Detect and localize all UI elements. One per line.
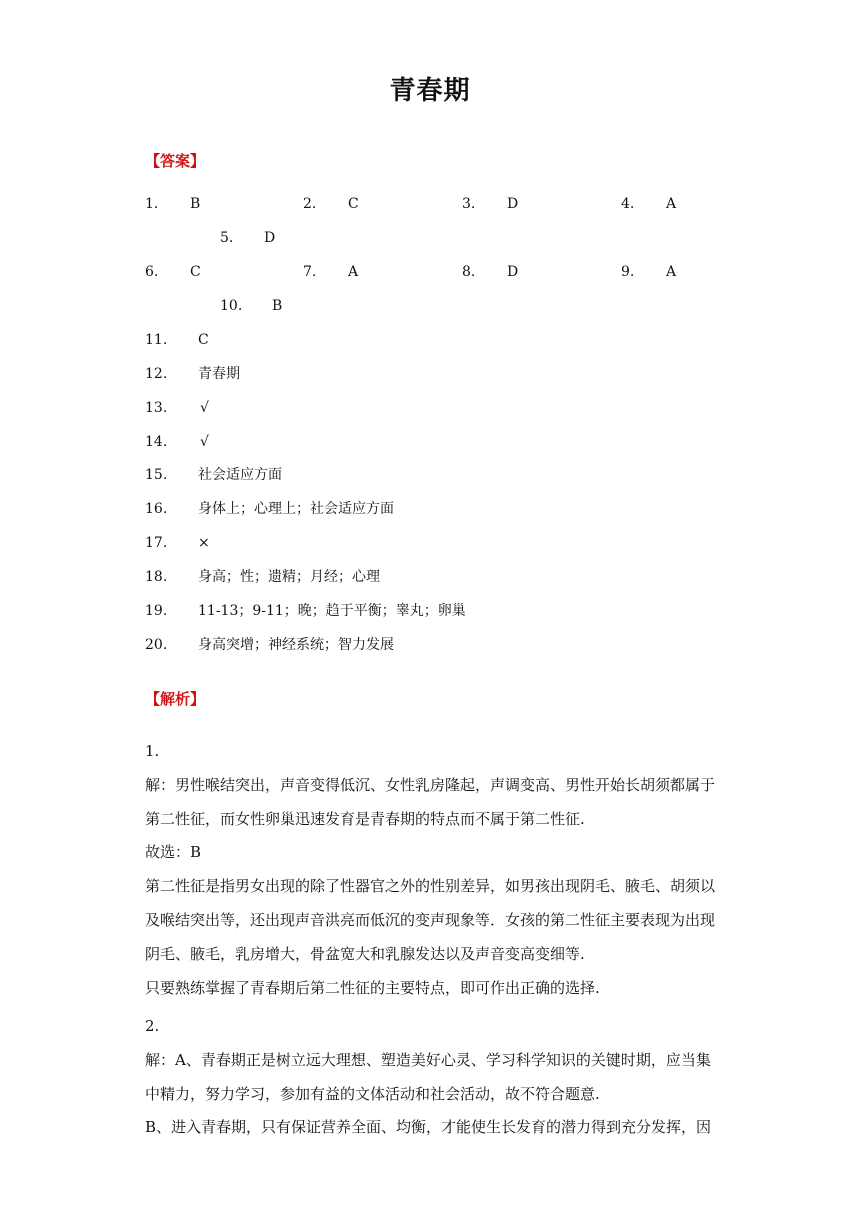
analysis-q2 [145,1010,725,1145]
answer-number: 1. [145,196,159,212]
answer-number: 14. [145,434,168,450]
answer-number: 12. [145,366,168,382]
analysis-line: 解：A、青春期正是树立远大理想、塑造美好心灵、学习科学知识的关键时期，应当集 [145,1050,711,1069]
answer-value: 身高突增；神经系统；智力发展 [198,637,394,653]
analysis-question-number: 1. [145,742,160,760]
answer-number: 15. [145,467,168,483]
answer-number: 18. [145,569,168,585]
analysis-question-number: 2. [145,1017,160,1035]
analysis-line: 及喉结突出等，还出现声音洪亮而低沉的变声现象等．女孩的第二性征主要表现为出现 [145,910,716,929]
answer-number: 4. [621,196,635,212]
answer-value: √ [200,434,209,450]
page-title: 青春期 [389,76,471,106]
analysis-line: 中精力，努力学习，参加有益的文体活动和社会活动，故不符合题意. [145,1084,600,1103]
answer-value: C [190,264,201,280]
answer-value: D [507,196,519,212]
answer-number: 3. [462,196,476,212]
answer-value: 社会适应方面 [198,467,282,483]
answer-value: A [348,264,359,280]
answer-value: 身高；性；遗精；月经；心理 [198,569,380,585]
analysis-line: 只要熟练掌握了青春期后第二性征的主要特点，即可作出正确的选择. [145,978,600,997]
answer-value: 身体上；心理上；社会适应方面 [198,501,394,517]
analysis-line: 故选：B [145,843,202,862]
analysis-line: B、进入青春期，只有保证营养全面、均衡，才能使生长发育的潜力得到充分发挥，因 [145,1118,712,1137]
answer-number: 5. [220,230,234,246]
answer-number: 13. [145,400,168,416]
answer-value: × [198,535,210,551]
analysis-line: 解：男性喉结突出，声音变得低沉、女性乳房隆起，声调变高、男性开始长胡须都属于 [145,775,716,794]
answer-number: 10. [220,298,243,314]
answer-number: 7. [303,264,317,280]
answer-number: 16. [145,501,168,517]
analysis-line: 第二性征，而女性卵巢迅速发育是青春期的特点而不属于第二性征. [145,809,585,828]
answer-value: 青春期 [198,366,240,382]
answer-value: B [190,196,201,212]
answer-number: 2. [303,196,317,212]
analysis-line: 第二性征是指男女出现的除了性器官之外的性别差异，如男孩出现阴毛、腋毛、胡须以 [145,877,716,896]
answer-value: √ [200,400,209,416]
answer-heading: 【答案】 [145,152,206,170]
analysis-line: 阴毛、腋毛，乳房增大，骨盆宽大和乳腺发达以及声音变高变细等. [145,944,585,963]
answer-value: 11-13；9-11；晚；趋于平衡；睾丸；卵巢 [198,603,466,619]
answer-value: D [264,230,276,246]
answer-number: 9. [621,264,635,280]
answer-number: 17. [145,535,168,551]
answer-number: 8. [462,264,476,280]
answer-number: 19. [145,603,168,619]
analysis-heading: 【解析】 [145,690,206,708]
answer-number: 11. [145,332,168,348]
answer-value: C [198,332,209,348]
answer-value: D [507,264,519,280]
answer-value: A [666,196,677,212]
answer-number: 20. [145,637,168,653]
answer-value: C [348,196,359,212]
answer-value: A [666,264,677,280]
answer-value: B [272,298,283,314]
answer-number: 6. [145,264,159,280]
analysis-q1 [145,735,725,1005]
